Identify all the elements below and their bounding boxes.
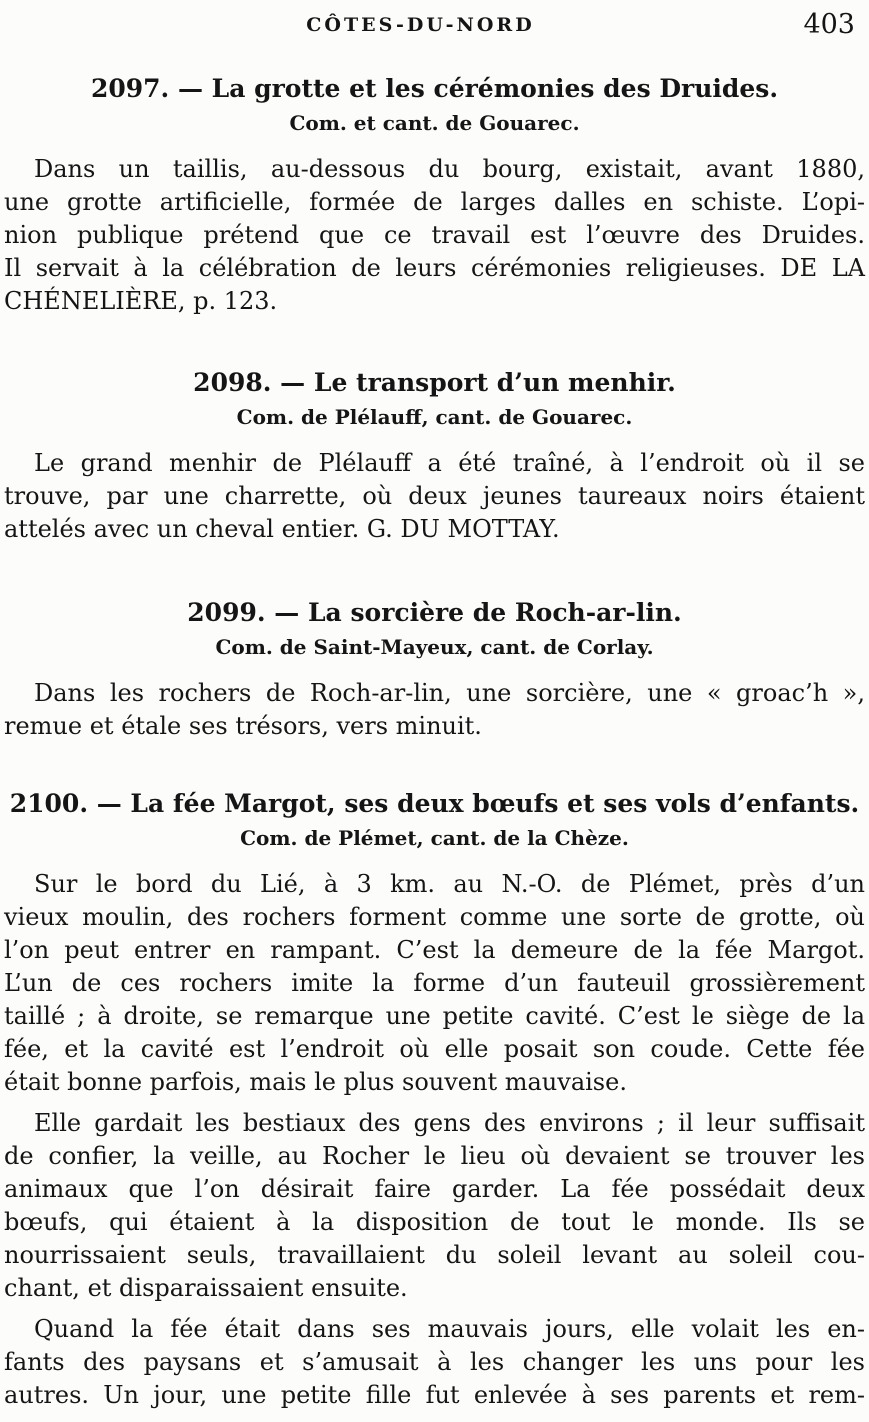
entry [4, 366, 865, 546]
paragraph [4, 1313, 865, 1412]
paragraph [4, 1107, 865, 1305]
entry-title: 2098. — Le transport d’un menhir. [193, 368, 676, 397]
text-line: remue et étale ses trésors, vers minuit. [4, 712, 482, 740]
text-line: taillé ; à droite, se remarque une petite cavité. C’est le siège de la [4, 1002, 865, 1030]
entry-subtitle: Com. et cant. de Gouarec. [289, 111, 580, 135]
text-line: Dans les rochers de Roch-ar-lin, une sorcière, une « groac’h », [34, 679, 865, 707]
text-line: autres. Un jour, une petite fille fut enlevée à ses parents et rem- [4, 1381, 865, 1409]
text-line: Quand la fée était dans ses mauvais jours, elle volait les en- [34, 1315, 865, 1343]
paragraph [4, 868, 865, 1099]
entry-subtitle: Com. de Plémet, cant. de la Chèze. [240, 826, 629, 850]
text-line: CHÉNELIÈRE, p. 123. [4, 287, 278, 315]
running-header [4, 8, 865, 44]
entry-subtitle: Com. de Saint-Mayeux, cant. de Corlay. [215, 635, 654, 659]
text-line: une grotte artificielle, formée de larges dalles en schiste. L’opi- [4, 188, 865, 216]
text-line: Elle gardait les bestiaux des gens des environs ; il leur suffisait [34, 1109, 865, 1137]
entry [4, 787, 865, 1412]
entry-subtitle: Com. de Plélauff, cant. de Gouarec. [236, 405, 633, 429]
page-number: 403 [803, 9, 855, 40]
page-body [4, 72, 865, 1412]
running-title: CÔTES-DU-NORD [306, 14, 535, 36]
entry-title: 2099. — La sorcière de Roch-ar-lin. [187, 598, 682, 627]
text-line: Sur le bord du Lié, à 3 km. au N.-O. de Plémet, près d’un [34, 870, 865, 898]
text-line: l’on peut entrer en rampant. C’est la demeure de la fée Margot. [4, 936, 865, 964]
text-line: attelés avec un cheval entier. G. DU MOTTAY. [4, 515, 560, 543]
text-line: Dans un taillis, au-dessous du bourg, existait, avant 1880, [34, 155, 865, 183]
text-line: fants des paysans et s’amusait à les changer les uns pour les [4, 1348, 865, 1376]
entry [4, 72, 865, 318]
text-line: trouve, par une charrette, où deux jeunes taureaux noirs étaient [4, 482, 865, 510]
text-line: nion publique prétend que ce travail est l’œuvre des Druides. [4, 221, 865, 249]
paragraph [4, 153, 865, 318]
text-line: L’un de ces rochers imite la forme d’un fauteuil grossièrement [4, 969, 865, 997]
text-line: bœufs, qui étaient à la disposition de tout le monde. Ils se [4, 1208, 865, 1236]
text-line: chant, et disparaissaient ensuite. [4, 1274, 408, 1302]
text-line: Le grand menhir de Plélauff a été traîné, à l’endroit où il se [34, 449, 865, 477]
entry [4, 596, 865, 743]
entry-title: 2100. — La fée Margot, ses deux bœufs et ses vols d’enfants. [9, 789, 860, 818]
paragraph [4, 677, 865, 743]
text-line: animaux que l’on désirait faire garder. La fée possédait deux [4, 1175, 865, 1203]
text-line: était bonne parfois, mais le plus souvent mauvaise. [4, 1068, 627, 1096]
text-line: fée, et la cavité est l’endroit où elle posait son coude. Cette fée [4, 1035, 865, 1063]
text-line: de confier, la veille, au Rocher le lieu où devaient se trouver les [4, 1142, 865, 1170]
entry-title: 2097. — La grotte et les cérémonies des Druides. [90, 74, 779, 103]
paragraph [4, 447, 865, 546]
text-line: nourrissaient seuls, travaillaient du soleil levant au soleil cou- [4, 1241, 865, 1269]
text-line: Il servait à la célébration de leurs cérémonies religieuses. DE LA [4, 254, 865, 282]
text-line: vieux moulin, des rochers forment comme une sorte de grotte, où [4, 903, 865, 931]
